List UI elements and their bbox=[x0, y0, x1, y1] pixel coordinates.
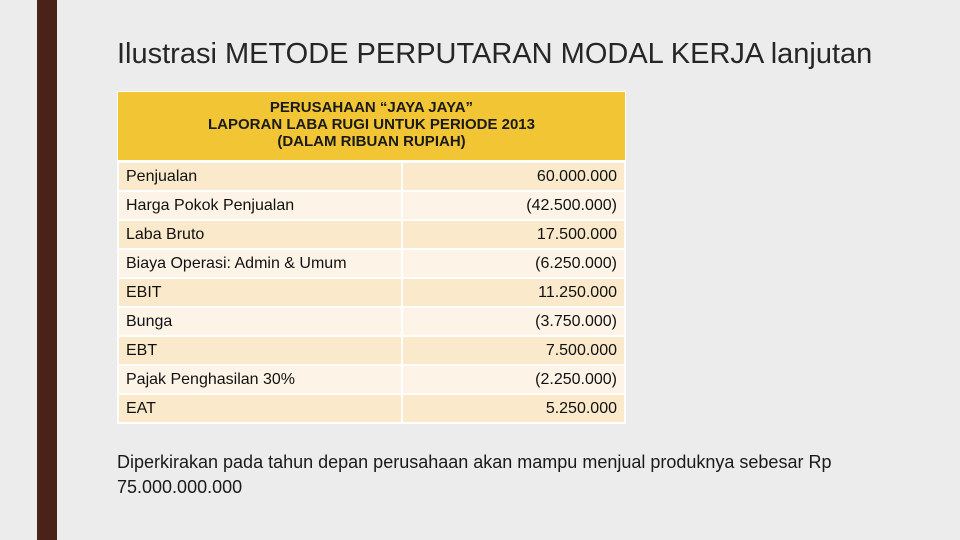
row-label: EBT bbox=[118, 336, 402, 365]
row-label: Penjualan bbox=[118, 162, 402, 191]
row-value: 5.250.000 bbox=[402, 394, 625, 423]
row-value: (6.250.000) bbox=[402, 249, 625, 278]
table-row bbox=[118, 394, 625, 423]
table-row bbox=[118, 191, 625, 220]
row-value: 7.500.000 bbox=[402, 336, 625, 365]
statement-company-name: PERUSAHAAN “JAYA JAYA” bbox=[269, 99, 474, 116]
row-label: Laba Bruto bbox=[118, 220, 402, 249]
row-value: 11.250.000 bbox=[402, 278, 625, 307]
row-value: (2.250.000) bbox=[402, 365, 625, 394]
row-value: 60.000.000 bbox=[402, 162, 625, 191]
row-label: Bunga bbox=[118, 307, 402, 336]
statement-report-title: LAPORAN LABA RUGI UNTUK PERIODE 2013 bbox=[208, 116, 535, 133]
table-row bbox=[118, 307, 625, 336]
row-value: (42.500.000) bbox=[402, 191, 625, 220]
table-row bbox=[118, 365, 625, 394]
income-statement bbox=[117, 91, 626, 424]
table-row bbox=[118, 336, 625, 365]
table-row bbox=[118, 249, 625, 278]
statement-header bbox=[117, 91, 626, 161]
row-value: 17.500.000 bbox=[402, 220, 625, 249]
projection-note: Diperkirakan pada tahun depan perusahaan akan mampu menjual produknya sebesar Rp 75.000.000.000 bbox=[117, 452, 832, 497]
slide-title: Ilustrasi METODE PERPUTARAN MODAL KERJA lanjutan bbox=[117, 38, 873, 70]
table-row bbox=[118, 278, 625, 307]
row-label: EAT bbox=[118, 394, 402, 423]
row-label: Pajak Penghasilan 30% bbox=[118, 365, 402, 394]
row-label: EBIT bbox=[118, 278, 402, 307]
statement-table bbox=[117, 161, 626, 424]
side-accent-bar bbox=[37, 0, 57, 540]
table-row bbox=[118, 162, 625, 191]
statement-currency-note: (DALAM RIBUAN RUPIAH) bbox=[277, 133, 466, 150]
row-value: (3.750.000) bbox=[402, 307, 625, 336]
row-label: Harga Pokok Penjualan bbox=[118, 191, 402, 220]
row-label: Biaya Operasi: Admin & Umum bbox=[118, 249, 402, 278]
table-row bbox=[118, 220, 625, 249]
